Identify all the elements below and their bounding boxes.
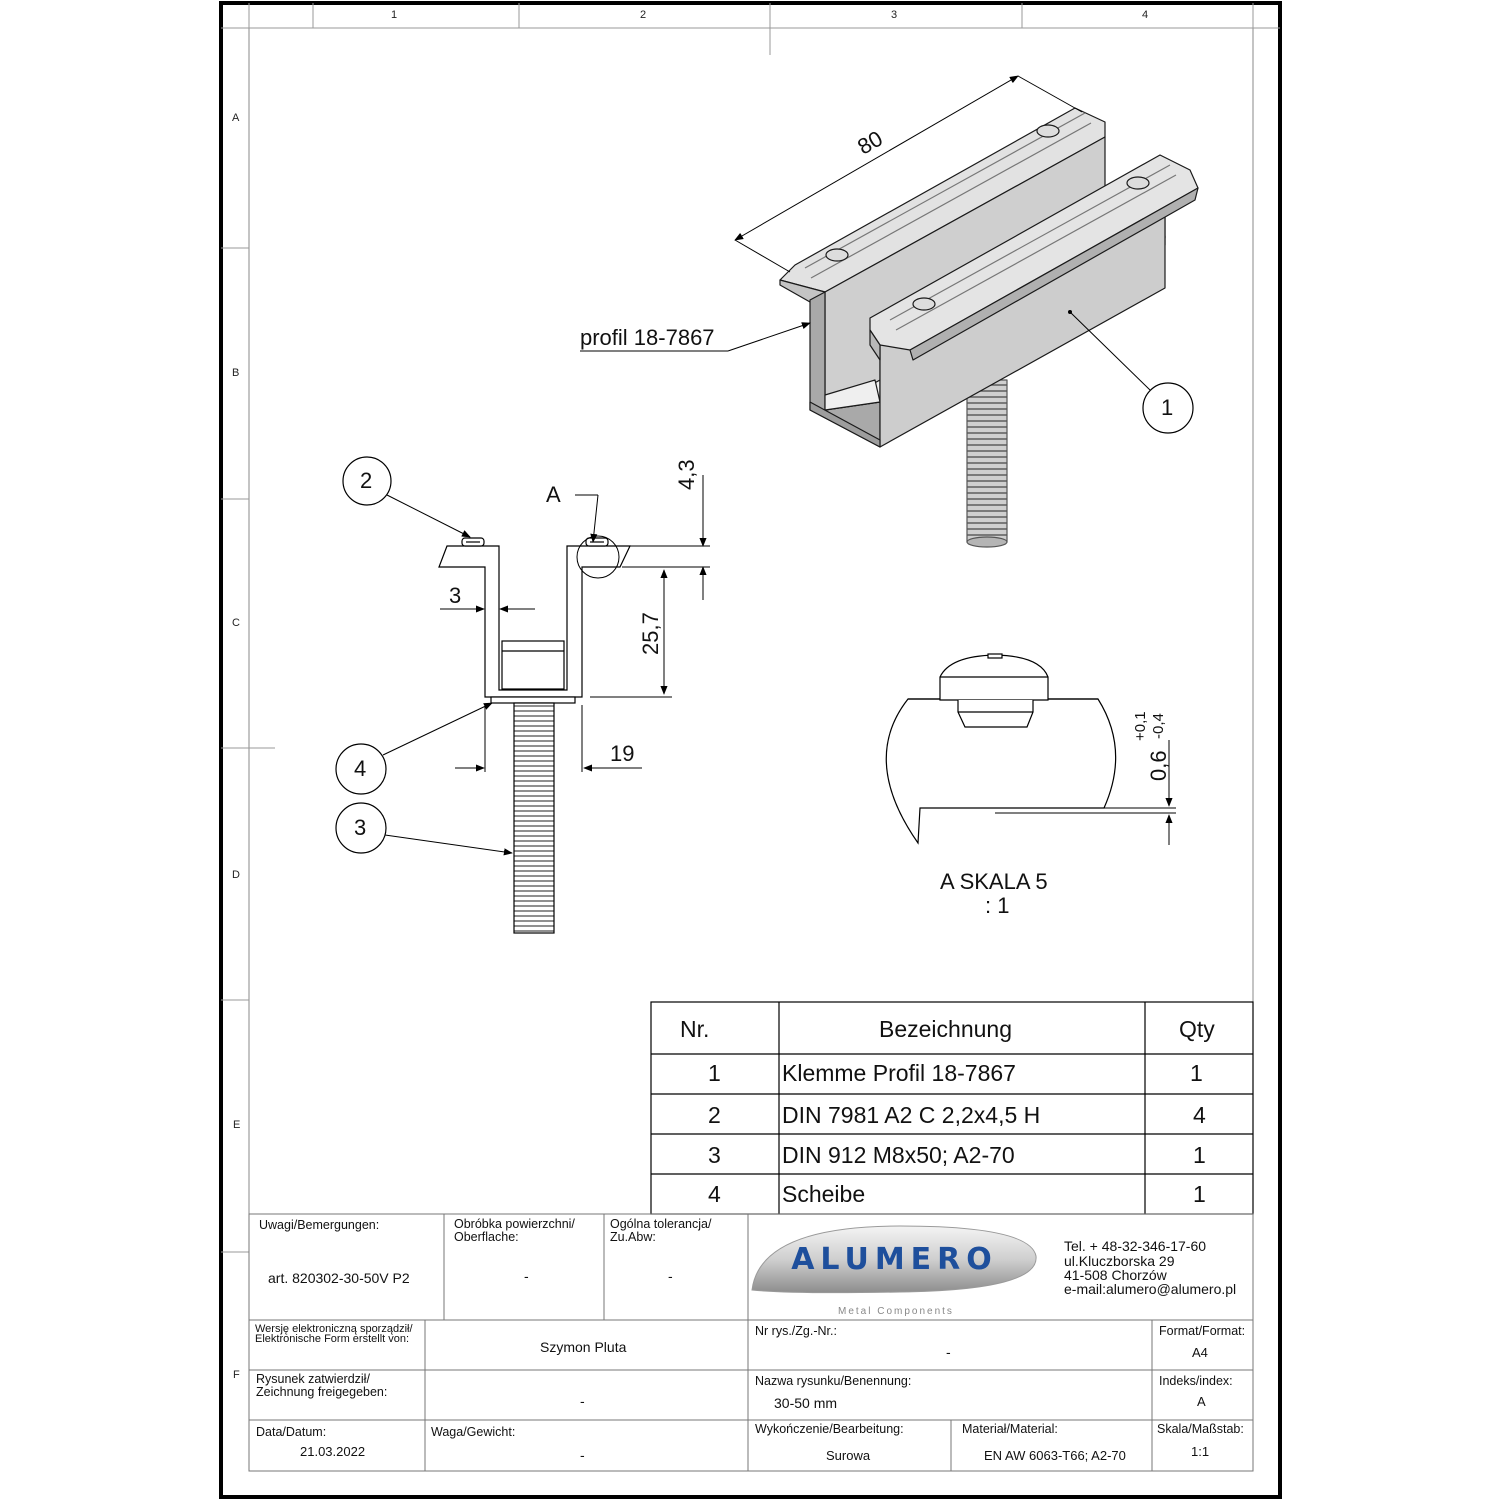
- contact-street: ul.Kluczborska 29: [1064, 1253, 1175, 1269]
- bom-row-1-qty: 1: [1190, 1060, 1203, 1086]
- remarks-label: Uwagi/Bemergungen:: [259, 1218, 380, 1232]
- weight-value: -: [580, 1447, 585, 1463]
- contact-city: 41-508 Chorzów: [1064, 1267, 1167, 1283]
- finish-value: Surowa: [826, 1448, 871, 1463]
- balloon-3-label: 3: [354, 815, 367, 840]
- author-value: Szymon Pluta: [540, 1339, 627, 1355]
- zone-row-f: F: [233, 1369, 240, 1381]
- approved-label-1: Rysunek zatwierdził/: [256, 1372, 370, 1386]
- iso-screw: [826, 249, 848, 261]
- scale-label: Skala/Maßstab:: [1157, 1422, 1244, 1436]
- section-view: [439, 536, 630, 703]
- profile-label: profil 18-7867: [580, 325, 715, 350]
- dim-height: 25,7: [638, 612, 663, 655]
- author-label-2: Elektronische Form erstellt von:: [255, 1333, 410, 1345]
- contact-email: e-mail:alumero@alumero.pl: [1064, 1281, 1237, 1297]
- zone-col-3: 3: [891, 9, 898, 21]
- bom-row-1-nr: 1: [708, 1060, 721, 1086]
- bom-row-1-name: Klemme Profil 18-7867: [782, 1060, 1016, 1086]
- dim-gap-nominal: 0,6: [1146, 750, 1171, 781]
- zone-row-c: C: [232, 617, 240, 629]
- bom-row-3-nr: 3: [708, 1142, 721, 1168]
- surface-value: -: [524, 1268, 529, 1284]
- format-value: A4: [1192, 1345, 1208, 1360]
- zone-row-d: D: [232, 869, 240, 881]
- company-logo: ALUMERO: [791, 1242, 998, 1277]
- dim-gap-tol-lower: -0,4: [1150, 713, 1167, 739]
- index-value: A: [1197, 1394, 1206, 1409]
- zone-row-b: B: [232, 367, 240, 379]
- scale-value: 1:1: [1191, 1444, 1210, 1459]
- drawing-name-label: Nazwa rysunku/Benennung:: [755, 1374, 912, 1388]
- drawing-no-label: Nr rys./Zg.-Nr.:: [755, 1324, 837, 1338]
- balloon-4-label: 4: [354, 756, 367, 781]
- isometric-view: [780, 108, 1198, 547]
- iso-screw: [913, 298, 935, 310]
- detail-view: [886, 654, 1176, 845]
- date-label: Data/Datum:: [256, 1425, 327, 1439]
- surface-label-1: Obróbka powierzchni/: [454, 1217, 575, 1231]
- drawing-name-value: 30-50 mm: [774, 1395, 838, 1411]
- finish-label: Wykończenie/Bearbeitung:: [755, 1422, 904, 1436]
- zone-row-a: A: [232, 112, 240, 124]
- bom-row-3-qty: 1: [1193, 1142, 1206, 1168]
- date-value: 21.03.2022: [300, 1444, 366, 1459]
- iso-screw: [1037, 125, 1059, 137]
- dim-gap-tol-upper: +0,1: [1132, 711, 1149, 741]
- weight-label: Waga/Gewicht:: [431, 1425, 516, 1439]
- iso-screw: [1127, 177, 1149, 189]
- approved-label-2: Zeichnung freigegeben:: [256, 1385, 388, 1399]
- tolerance-label-2: Zu.Abw:: [610, 1230, 656, 1244]
- material-label: Materiał/Material:: [962, 1422, 1058, 1436]
- dim-bolt-width: 19: [610, 741, 635, 766]
- zone-col-4: 4: [1142, 9, 1149, 21]
- author-label-1: Wersję elektroniczną sporządził/: [255, 1323, 413, 1335]
- remarks-value: art. 820302-30-50V P2: [268, 1270, 410, 1286]
- tolerance-value: -: [668, 1268, 673, 1284]
- dim-length-label: 80: [853, 125, 887, 160]
- material-value: EN AW 6063-T66; A2-70: [984, 1448, 1126, 1463]
- logo-subtitle: Metal Components: [838, 1306, 954, 1317]
- format-label: Format/Format:: [1159, 1324, 1246, 1338]
- bom-row-4-nr: 4: [708, 1181, 721, 1207]
- zone-col-2: 2: [640, 9, 647, 21]
- dim-top-offset: 4,3: [674, 459, 699, 490]
- surface-label-2: Oberflache:: [454, 1230, 519, 1244]
- detail-ratio: : 1: [985, 893, 1010, 918]
- contact-phone: Tel. + 48-32-346-17-60: [1064, 1238, 1207, 1254]
- approved-value: -: [580, 1393, 585, 1409]
- balloon-1-label: 1: [1161, 395, 1174, 420]
- bom-header-nr: Nr.: [680, 1016, 710, 1042]
- bom-row-3-name: DIN 912 M8x50; A2-70: [782, 1142, 1015, 1168]
- zone-row-e: E: [233, 1119, 241, 1131]
- zone-col-1: 1: [391, 9, 398, 21]
- bom-header-name: Bezeichnung: [879, 1016, 1012, 1042]
- tolerance-label-1: Ogólna tolerancja/: [610, 1217, 712, 1231]
- bom-row-2-qty: 4: [1193, 1102, 1206, 1128]
- detail-title: A SKALA 5: [940, 869, 1048, 894]
- bom-row-4-name: Scheibe: [782, 1181, 866, 1207]
- index-label: Indeks/index:: [1159, 1374, 1233, 1388]
- bom-header-qty: Qty: [1179, 1016, 1215, 1042]
- bom-row-4-qty: 1: [1193, 1181, 1206, 1207]
- iso-bolt: [967, 380, 1007, 542]
- drawing-no-value: -: [946, 1344, 951, 1360]
- section-bolt: [514, 703, 554, 933]
- detail-marker-label: A: [546, 482, 561, 507]
- bom-row-2-nr: 2: [708, 1102, 721, 1128]
- dim-wall-thickness: 3: [449, 583, 462, 608]
- balloon-2-label: 2: [360, 468, 373, 493]
- bom-row-2-name: DIN 7981 A2 C 2,2x4,5 H: [782, 1102, 1041, 1128]
